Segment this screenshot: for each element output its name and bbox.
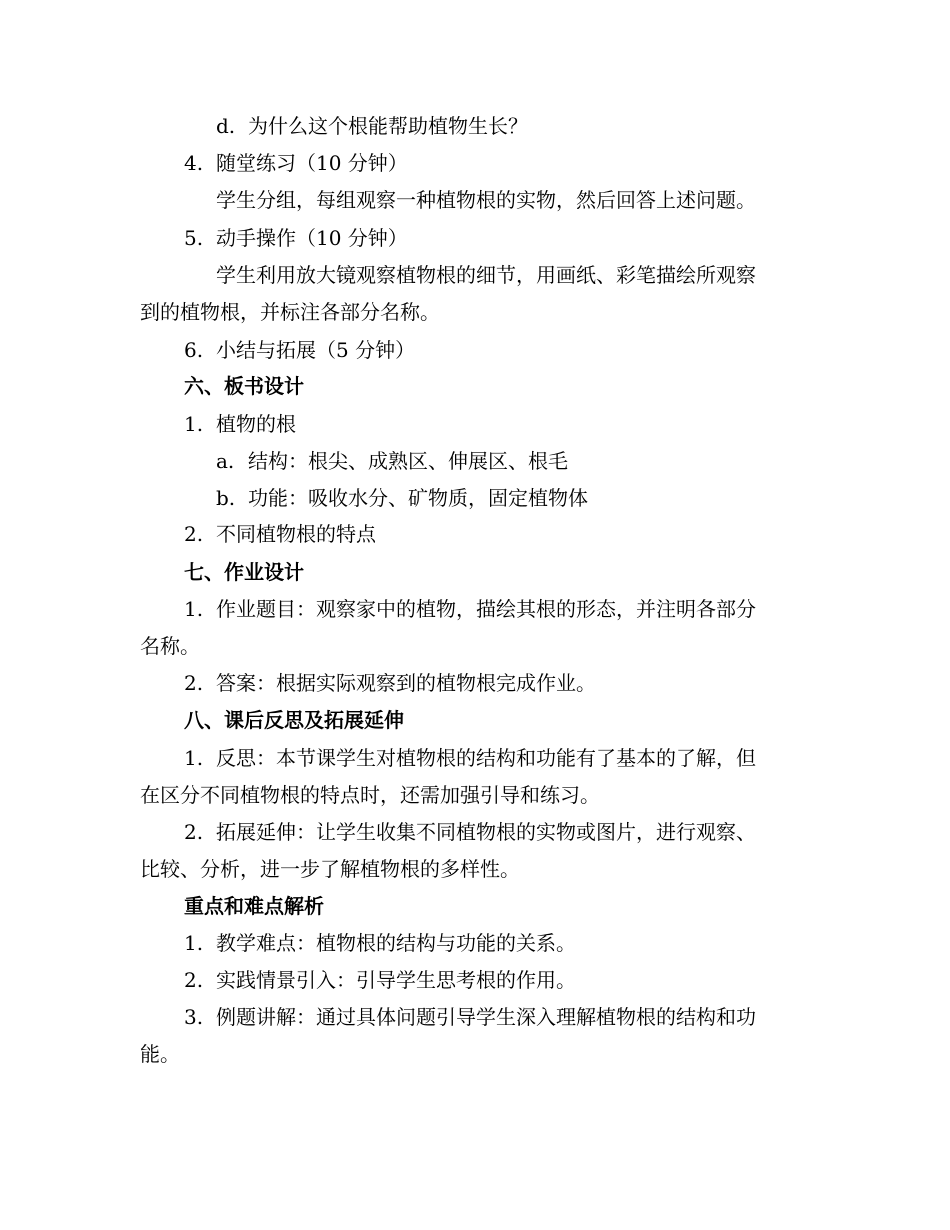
item-text: 随堂练习（10 分钟）	[216, 151, 408, 175]
paragraph-line: 学生分组，每组观察一种植物根的实物，然后回答上述问题。	[216, 188, 756, 212]
item-text: 实践情景引入：引导学生思考根的作用。	[216, 968, 576, 992]
item-text: 例题讲解：通过具体问题引导学生深入理解植物根的结构和功	[216, 1005, 756, 1029]
item-text: 反思：本节课学生对植物根的结构和功能有了基本的了解，但	[216, 746, 756, 770]
list-item-a	[216, 449, 886, 473]
section-heading-key-points: 重点和难点解析	[184, 894, 324, 918]
item-text: 答案：根据实际观察到的植物根完成作业。	[216, 671, 596, 695]
paragraph-line: 能。	[140, 1042, 180, 1066]
section-heading-7: 七、作业设计	[184, 560, 304, 584]
list-item-3	[184, 1005, 854, 1029]
item-number: 5.	[184, 226, 204, 250]
item-marker: b.	[216, 486, 236, 510]
section-heading-6: 六、板书设计	[184, 374, 304, 398]
list-item-2	[184, 968, 854, 992]
item-text: 结构：根尖、成熟区、伸展区、根毛	[248, 449, 568, 473]
item-number: 1.	[184, 597, 204, 621]
item-number: 3.	[184, 1005, 204, 1029]
paragraph-line: 名称。	[140, 634, 200, 658]
item-text: 拓展延伸：让学生收集不同植物根的实物或图片，进行观察、	[216, 820, 756, 844]
item-number: 1.	[184, 412, 204, 436]
item-number: 4.	[184, 151, 204, 175]
list-item-4	[184, 151, 854, 175]
list-item-d	[216, 114, 886, 138]
item-number: 2.	[184, 820, 204, 844]
item-text: 功能：吸收水分、矿物质，固定植物体	[248, 486, 588, 510]
item-number: 1.	[184, 746, 204, 770]
item-text: 植物的根	[216, 412, 296, 436]
item-text: 不同植物根的特点	[216, 522, 376, 546]
item-text: 小结与拓展（5 分钟）	[216, 338, 416, 362]
paragraph-line: 在区分不同植物根的特点时，还需加强引导和练习。	[140, 783, 600, 807]
item-marker: d.	[216, 114, 236, 138]
paragraph-line: 学生利用放大镜观察植物根的细节，用画纸、彩笔描绘所观察	[216, 263, 756, 287]
list-item-6	[184, 338, 854, 362]
paragraph-line: 到的植物根，并标注各部分名称。	[140, 300, 440, 324]
item-marker: a.	[216, 449, 235, 473]
item-number: 2.	[184, 671, 204, 695]
item-number: 1.	[184, 931, 204, 955]
list-item-1	[184, 412, 854, 436]
item-number: 2.	[184, 522, 204, 546]
item-text: 作业题目：观察家中的植物，描绘其根的形态，并注明各部分	[216, 597, 756, 621]
list-item-2	[184, 820, 854, 844]
section-heading-8: 八、课后反思及拓展延伸	[184, 708, 404, 732]
list-item-2	[184, 522, 854, 546]
list-item-1	[184, 746, 854, 770]
paragraph-line: 比较、分析，进一步了解植物根的多样性。	[140, 857, 520, 881]
item-text: 为什么这个根能帮助植物生长？	[248, 114, 528, 138]
list-item-1	[184, 597, 854, 621]
item-number: 6.	[184, 338, 204, 362]
item-text: 动手操作（10 分钟）	[216, 226, 408, 250]
list-item-2	[184, 671, 854, 695]
list-item-5	[184, 226, 854, 250]
item-text: 教学难点：植物根的结构与功能的关系。	[216, 931, 576, 955]
list-item-1	[184, 931, 854, 955]
list-item-b	[216, 486, 886, 510]
item-number: 2.	[184, 968, 204, 992]
